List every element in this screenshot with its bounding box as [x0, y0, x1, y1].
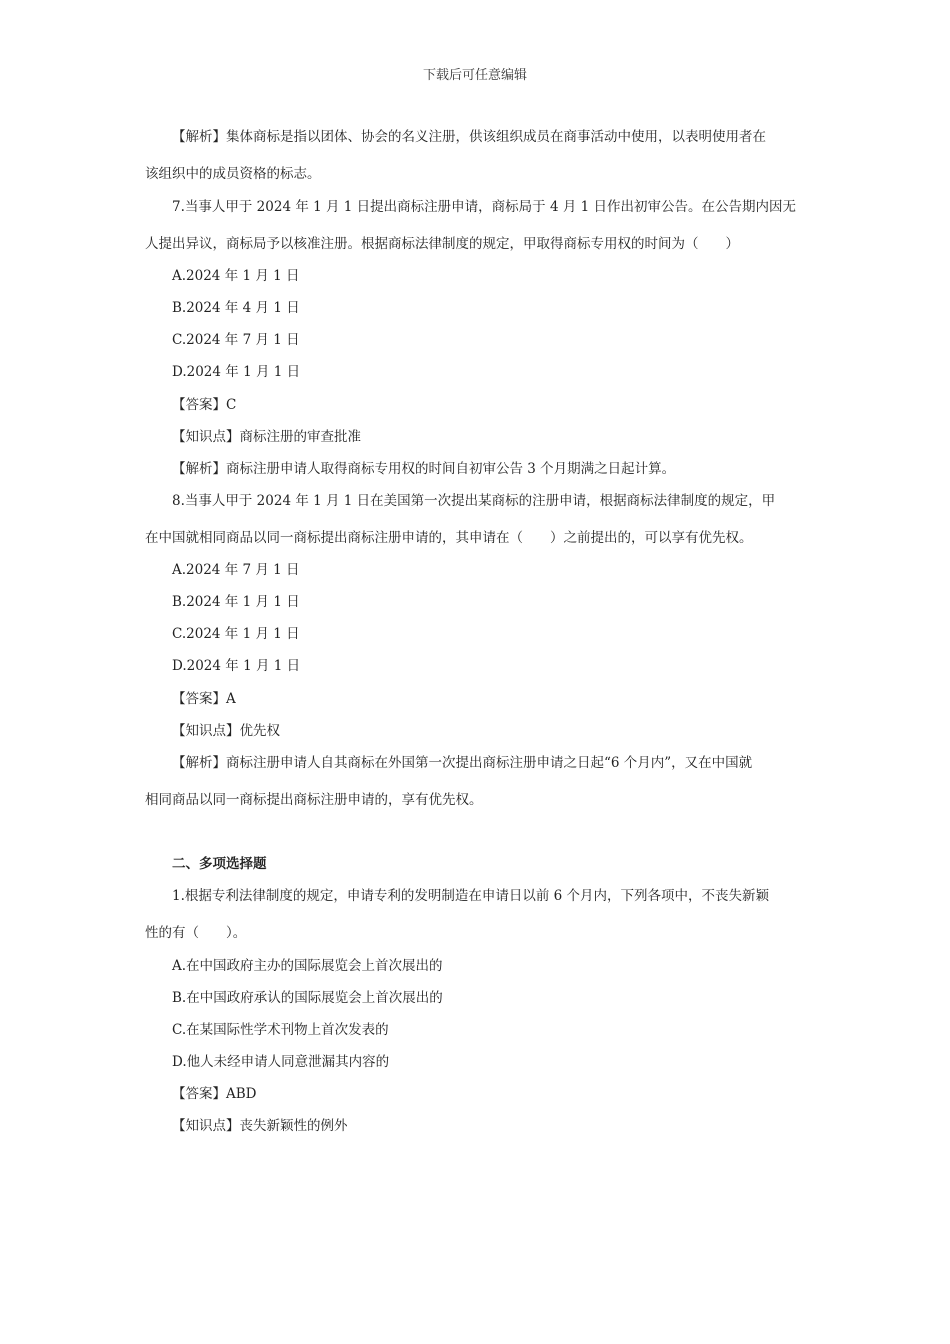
- question-7-line-2: 人提出异议，商标局予以核准注册。根据商标法律制度的规定，甲取得商标专用权的时间为（ ）: [145, 236, 739, 252]
- question-7-option-a: A.2024 年 1 月 1 日: [172, 268, 300, 284]
- question-8-answer: 【答案】A: [172, 691, 236, 707]
- question-7-knowledge-point: 【知识点】商标注册的审查批准: [172, 429, 361, 445]
- question-7-option-c: C.2024 年 7 月 1 日: [172, 332, 300, 348]
- analysis-collective-mark-1: 【解析】集体商标是指以团体、协会的名义注册，供该组织成员在商事活动中使用，以表明使用者在: [172, 129, 766, 145]
- question-8-knowledge-point: 【知识点】优先权: [172, 723, 280, 739]
- question-8-line-2: 在中国就相同商品以同一商标提出商标注册申请的，其申请在（ ）之前提出的，可以享有优先权。: [145, 530, 753, 546]
- question-7-option-d: D.2024 年 1 月 1 日: [172, 364, 301, 380]
- question-7-line-1: 7.当事人甲于 2024 年 1 月 1 日提出商标注册申请，商标局于 4 月 1 日作出初审公告。在公告期内因无: [172, 199, 797, 215]
- mc-question-1-knowledge-point: 【知识点】丧失新颖性的例外: [172, 1118, 348, 1134]
- question-8-line-1: 8.当事人甲于 2024 年 1 月 1 日在美国第一次提出某商标的注册申请，根据商标法律制度的规定，甲: [172, 493, 776, 509]
- mc-question-1-line-2: 性的有（ ）。: [145, 925, 247, 941]
- question-8-option-b: B.2024 年 1 月 1 日: [172, 594, 300, 610]
- question-8-option-d: D.2024 年 1 月 1 日: [172, 658, 301, 674]
- section-heading-multiple-choice: 二、多项选择题: [172, 856, 267, 872]
- mc-question-1-option-b: B.在中国政府承认的国际展览会上首次展出的: [172, 990, 443, 1006]
- question-7-answer: 【答案】C: [172, 397, 237, 413]
- mc-question-1-option-d: D.他人未经申请人同意泄漏其内容的: [172, 1054, 390, 1070]
- analysis-collective-mark-2: 该组织中的成员资格的标志。: [145, 166, 321, 182]
- mc-question-1-option-a: A.在中国政府主办的国际展览会上首次展出的: [172, 958, 443, 974]
- question-8-option-a: A.2024 年 7 月 1 日: [172, 562, 300, 578]
- question-8-analysis-2: 相同商品以同一商标提出商标注册申请的，享有优先权。: [145, 792, 483, 808]
- mc-question-1-line-1: 1.根据专利法律制度的规定，申请专利的发明制造在申请日以前 6 个月内，下列各项中，不丧失新颖: [172, 888, 770, 904]
- mc-question-1-answer: 【答案】ABD: [172, 1086, 257, 1102]
- question-7-option-b: B.2024 年 4 月 1 日: [172, 300, 300, 316]
- question-7-analysis: 【解析】商标注册申请人取得商标专用权的时间自初审公告 3 个月期满之日起计算。: [172, 461, 676, 477]
- page-header: 下载后可任意编辑: [422, 68, 527, 83]
- question-8-analysis-1: 【解析】商标注册申请人自其商标在外国第一次提出商标注册申请之日起“6 个月内”，又在中国就: [172, 755, 753, 771]
- mc-question-1-option-c: C.在某国际性学术刊物上首次发表的: [172, 1022, 389, 1038]
- question-8-option-c: C.2024 年 1 月 1 日: [172, 626, 300, 642]
